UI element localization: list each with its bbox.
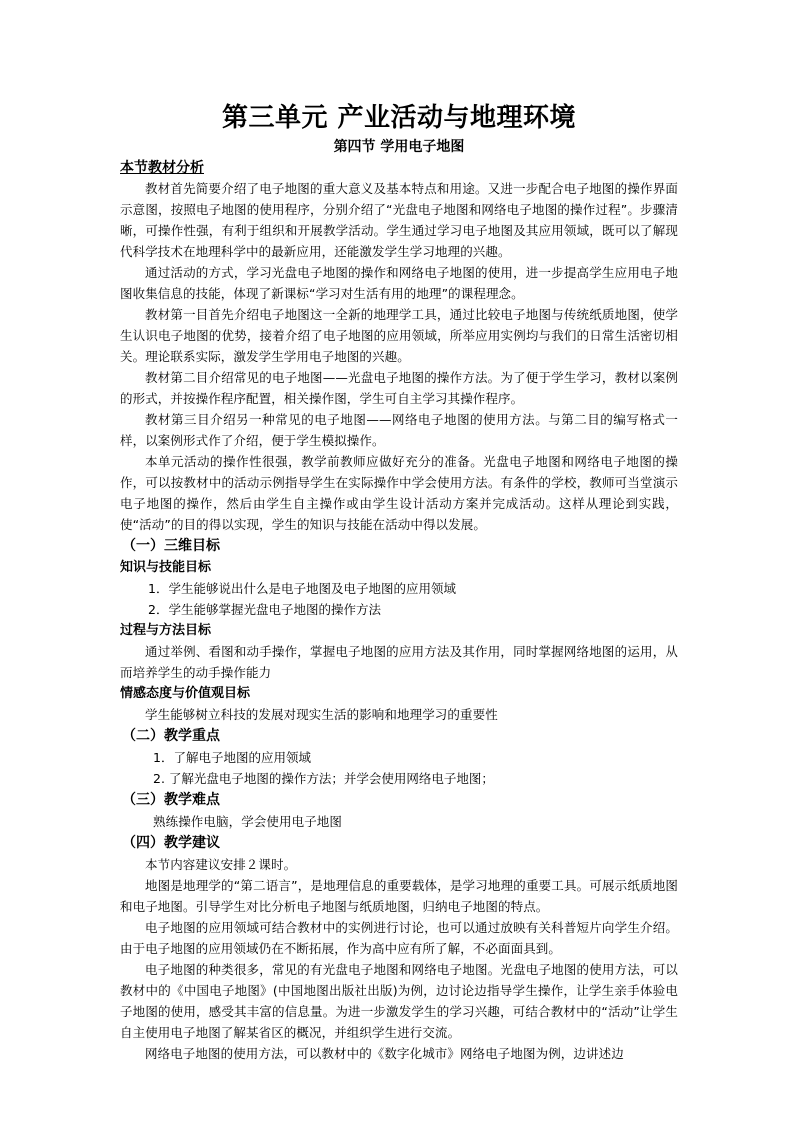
analysis-paragraph: 教材第二目介绍常见的电子地图——光盘电子地图的操作方法。为了便于学生学习，教材以案例的形式，并按操作程序配置，相关操作图，学生可自主学习其操作程序。 <box>120 370 678 406</box>
difficulties-text: 熟练操作电脑，学会使用电子地图 <box>153 814 343 829</box>
suggestions-heading: （四）教学建议 <box>122 835 220 851</box>
section-subtitle: 第四节 学用电子地图 <box>333 139 465 155</box>
process-goals-text: 通过举例、看图和动手操作，掌握电子地图的应用方法及其作用，同时掌握网络地图的运用，从而培养学生的动手操作能力 <box>120 644 678 680</box>
suggestion-paragraph: 网络电子地图的使用方法，可以教材中的《数字化城市》网络电子地图为例，边讲述边 <box>145 1046 624 1061</box>
knowledge-goals-heading: 知识与技能目标 <box>120 560 212 575</box>
suggestion-paragraph: 地图是地理学的“第二语言”，是地理信息的重要载体，是学习地理的重要工具。可展示纸质地图和电子地图。引导学生对比分析电子地图与纸质地图，归纳电子地图的特点。 <box>120 878 678 914</box>
suggestion-paragraph: 电子地图的应用领域可结合教材中的实例进行讨论，也可以通过放映有关科普短片向学生介绍。由于电子地图的应用领域仍在不断拓展，作为高中应有所了解，不必面面具到。 <box>120 920 678 956</box>
list-item: 1．学生能够说出什么是电子地图及电子地图的应用领域 <box>148 581 456 596</box>
list-item: 2．学生能够掌握光盘电子地图的操作方法 <box>148 602 381 617</box>
analysis-paragraph: 通过活动的方式，学习光盘电子地图的操作和网络电子地图的使用，进一步提高学生应用电子地图收集信息的技能，体现了新课标“学习对生活有用的地理”的课程理念。 <box>120 265 678 301</box>
suggestion-paragraph: 本节内容建议安排２课时。 <box>145 857 297 872</box>
emotion-goals-text: 学生能够树立科技的发展对现实生活的影响和地理学习的重要性 <box>145 707 498 722</box>
process-goals-heading: 过程与方法目标 <box>120 623 212 638</box>
key-points-heading: （二）教学重点 <box>122 728 220 744</box>
analysis-heading: 本节教材分析 <box>120 160 204 176</box>
analysis-paragraph: 教材第三目介绍另一种常见的电子地图——网络电子地图的使用方法。与第二目的编写格式一样，以案例形式作了介绍，便于学生模拟操作。 <box>120 412 678 448</box>
analysis-paragraph: 本单元活动的操作性很强，教学前教师应做好充分的准备。光盘电子地图和网络电子地图的操作，可以按教材中的活动示例指导学生在实际操作中学会使用方法。有条件的学校，教师可当堂演示电子地图的操作，然后由学生自主操作或由学生设计活动方案并完成活动。这样从理论到实践，使“活动”的目的得以实现，学生的知识与技能在活动中得以发展。 <box>120 454 678 532</box>
suggestion-paragraph: 电子地图的种类很多，常见的有光盘电子地图和网络电子地图。光盘电子地图的使用方法，可以教材中的《中国电子地图》(中国地图出版社出版)为例，边讨论边指导学生操作，让学生亲手体验电子地图的使用，感受其丰富的信息量。为进一步激发学生的学习兴趣，可结合教材中的“活动”让学生自主使用电子地图了解某省区的概况，并组织学生进行交流。 <box>120 962 678 1040</box>
goals-heading: （一）三维目标 <box>122 538 220 554</box>
difficulties-heading: （三）教学难点 <box>122 792 220 808</box>
document-page <box>120 100 678 1064</box>
analysis-paragraph: 教材第一目首先介绍电子地图这一全新的地理学工具，通过比较电子地图与传统纸质地图，使学生认识电子地图的优势，接着介绍了电子地图的应用领域，所举应用实例均与我们的日常生活密切相关。理论联系实际，激发学生学用电子地图的兴趣。 <box>120 307 678 364</box>
emotion-goals-heading: 情感态度与价值观目标 <box>120 686 251 701</box>
analysis-paragraph: 教材首先简要介绍了电子地图的重大意义及基本特点和用途。又进一步配合电子地图的操作界面示意图，按照电子地图的使用程序，分别介绍了“光盘电子地图和网络电子地图的操作过程”。步骤清晰，可操作性强，有利于组织和开展教学活动。学生通过学习电子地图及其应用领域，既可以了解现代科学技术在地理科学中的最新应用，还能激发学生学习地理的兴趣。 <box>120 181 678 259</box>
page-title: 第三单元 产业活动与地理环境 <box>221 103 577 133</box>
list-item: 2. 了解光盘电子地图的操作方法；并学会使用网络电子地图； <box>153 771 494 786</box>
list-item: 1．了解电子地图的应用领域 <box>153 750 311 765</box>
